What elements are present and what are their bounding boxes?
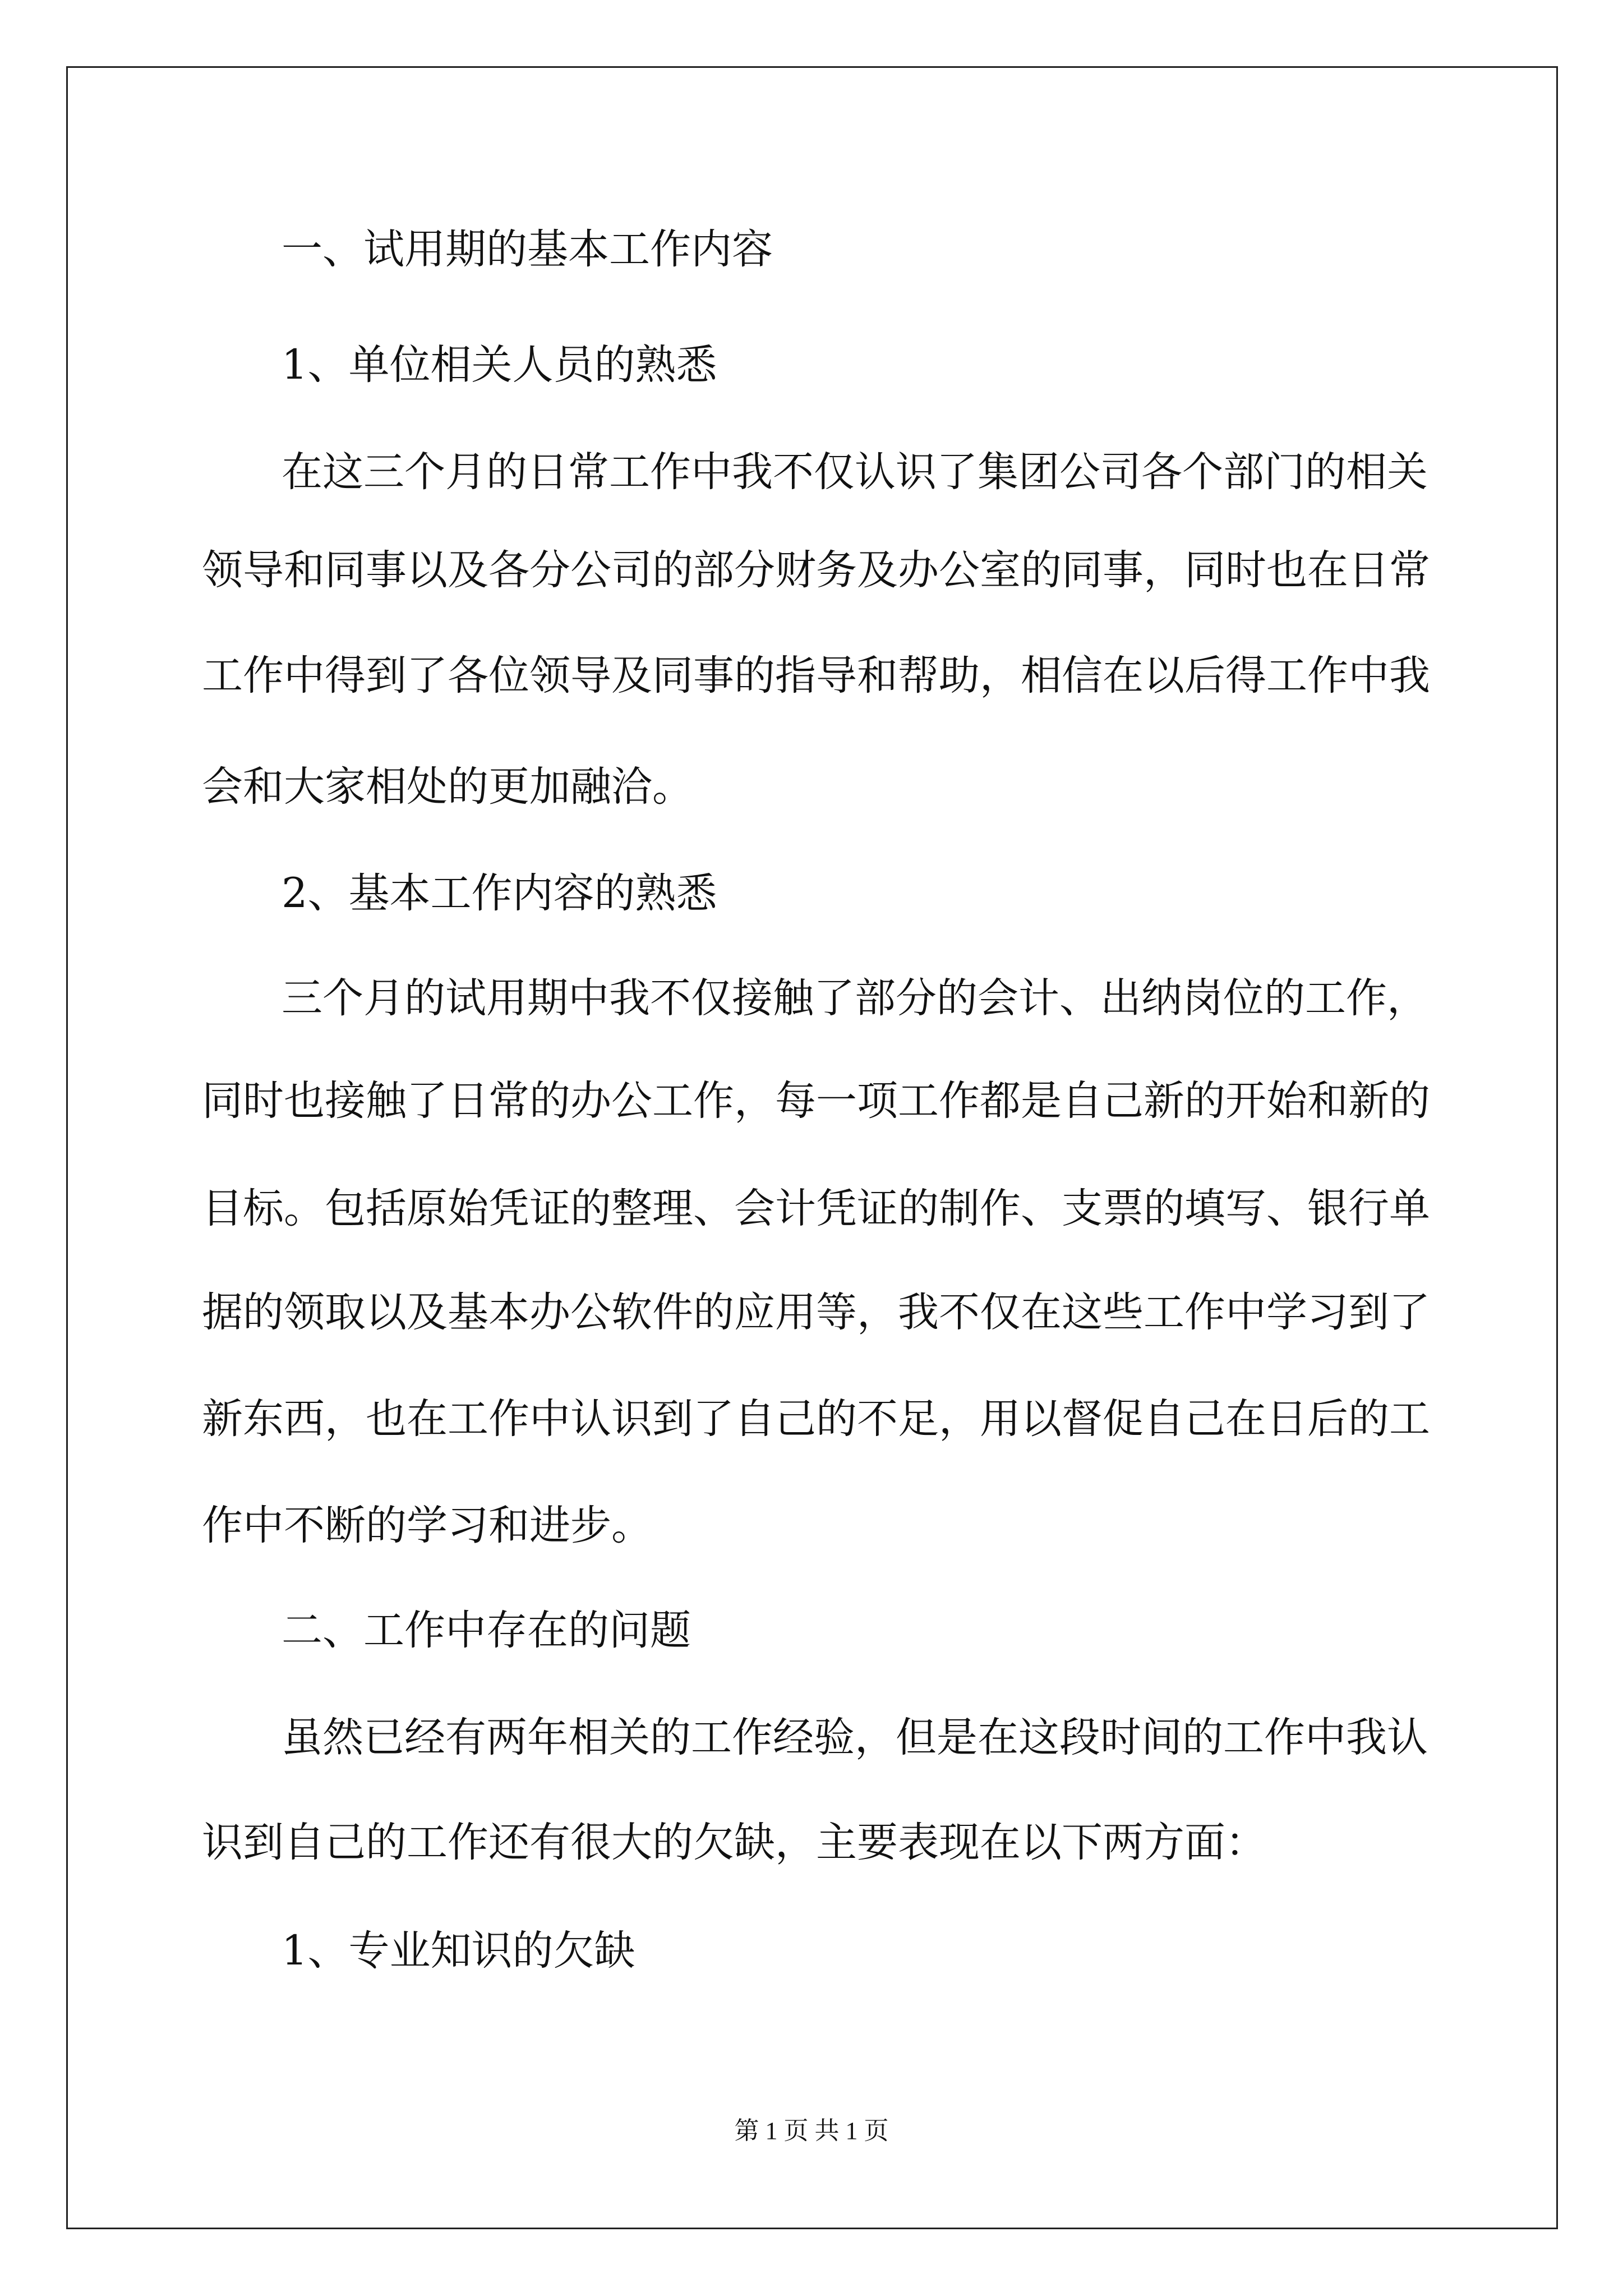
subheading-1-2: 2、基本工作内容的熟悉 [282, 869, 717, 917]
paragraph-line: 工作中得到了各位领导及同事的指导和帮助，相信在以后得工作中我 [202, 652, 1430, 700]
subheading-2-1: 1、专业知识的欠缺 [282, 1927, 635, 1975]
paragraph-line: 三个月的试用期中我不仅接触了部分的会计、出纳岗位的工作， [282, 974, 1428, 1022]
paragraph-line: 会和大家相处的更加融洽。 [202, 763, 693, 811]
paragraph-line: 作中不断的学习和进步。 [202, 1502, 652, 1549]
paragraph-line: 据的领取以及基本办公软件的应用等，我不仅在这些工作中学习到了 [202, 1289, 1430, 1336]
subheading-1-1: 1、单位相关人员的熟悉 [282, 341, 717, 389]
paragraph-line: 目标。包括原始凭证的整理、会计凭证的制作、支票的填写、银行单 [202, 1185, 1430, 1232]
paragraph-line: 新东西，也在工作中认识到了自己的不足，用以督促自己在日后的工 [202, 1395, 1430, 1443]
section-heading-2: 二、工作中存在的问题 [282, 1607, 691, 1654]
paragraph-line: 虽然已经有两年相关的工作经验，但是在这段时间的工作中我认 [282, 1714, 1428, 1761]
paragraph-line: 在这三个月的日常工作中我不仅认识了集团公司各个部门的相关 [282, 448, 1428, 496]
paragraph-line: 识到自己的工作还有很大的欠缺，主要表现在以下两方面： [202, 1819, 1266, 1866]
paragraph-line: 同时也接触了日常的办公工作，每一项工作都是自己新的开始和新的 [202, 1077, 1430, 1125]
section-heading-1: 一、试用期的基本工作内容 [282, 226, 773, 273]
paragraph-line: 领导和同事以及各分公司的部分财务及办公室的同事，同时也在日常 [202, 546, 1430, 594]
page-number-footer: 第 1 页 共 1 页 [734, 2117, 889, 2145]
